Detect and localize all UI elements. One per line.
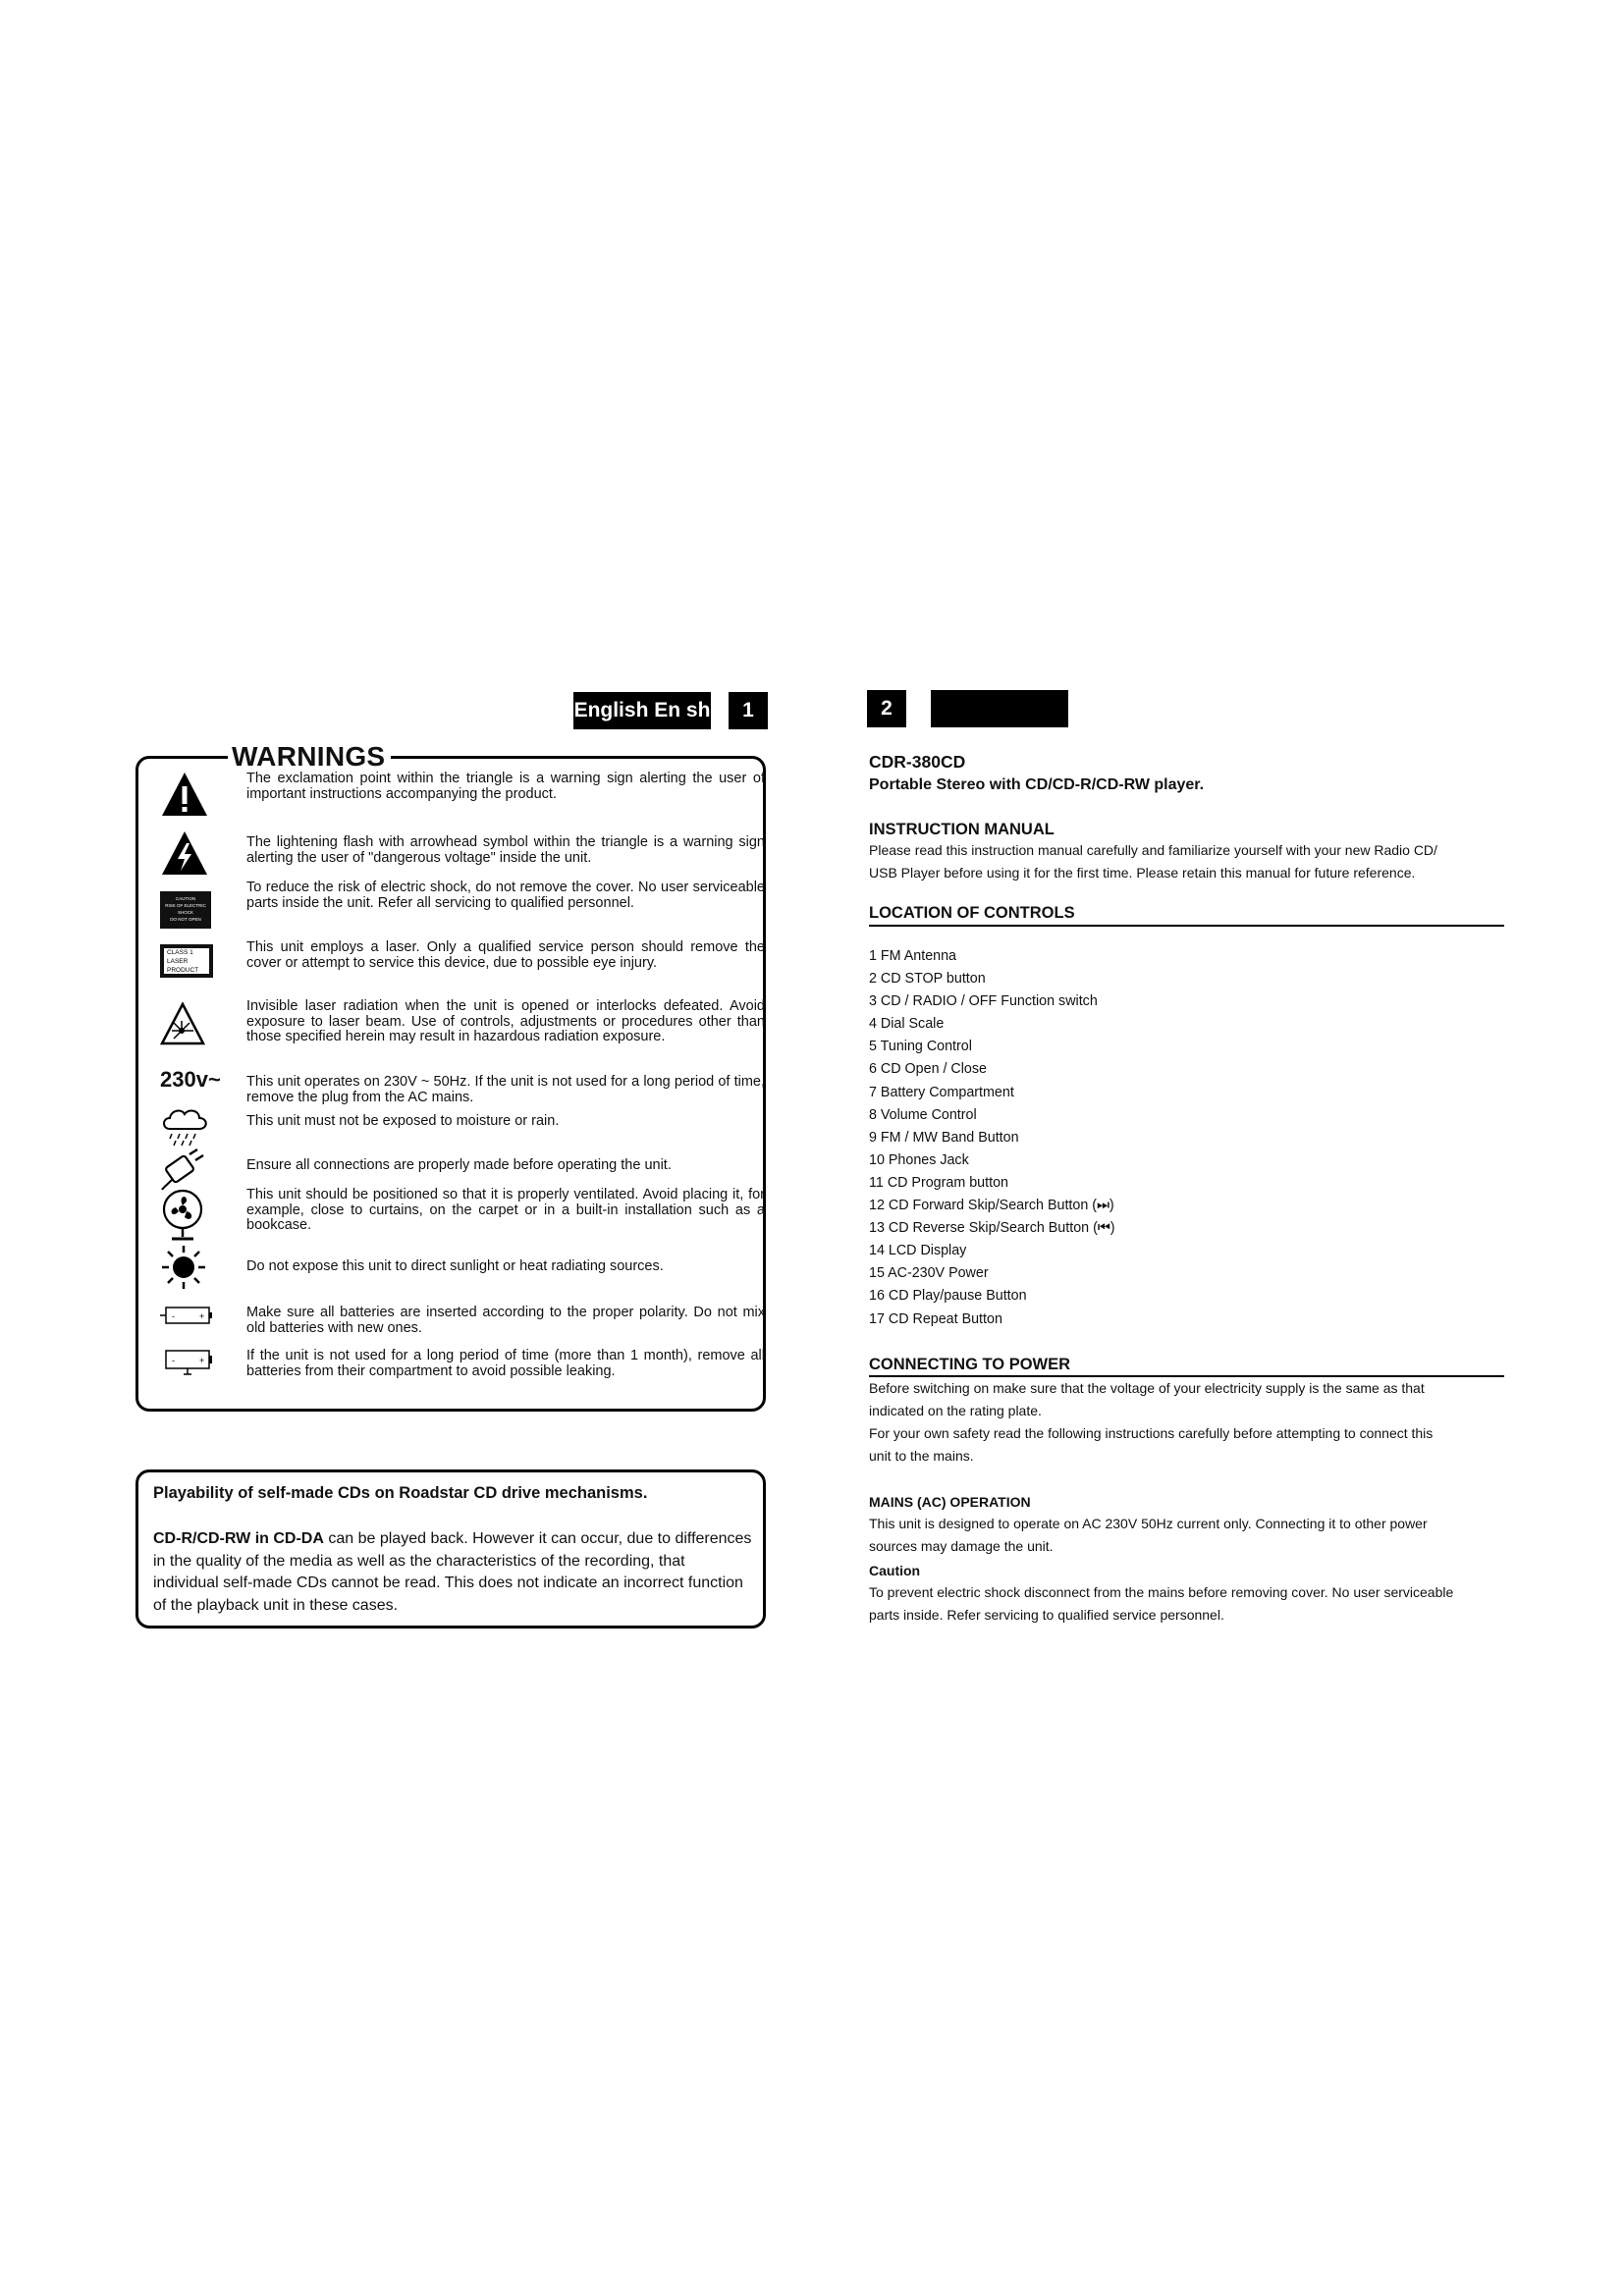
plug-icon — [160, 1147, 209, 1192]
laser-radiation-icon — [160, 1001, 205, 1046]
playability-body — [153, 1528, 754, 1617]
power-heading: CONNECTING TO POWER — [869, 1356, 1071, 1373]
list-item: 1 FM Antenna — [869, 948, 957, 964]
list-item: 14 LCD Display — [869, 1243, 967, 1259]
model-number: CDR-380CD — [869, 752, 966, 772]
power-line-3: For your own safety read the following instructions carefully before attempting to connect this — [869, 1425, 1434, 1441]
voltage-230v-icon: 230v~ — [160, 1067, 221, 1092]
caution-heading: Caution — [869, 1563, 921, 1578]
list-item: 4 Dial Scale — [869, 1016, 945, 1033]
list-item: 15 AC-230V Power — [869, 1265, 989, 1282]
warning-item-1: The exclamation point within the triangle is a warning sign alerting the user of important instructions accompanying the product. — [246, 771, 765, 802]
list-item: 7 Battery Compartment — [869, 1084, 1014, 1100]
svg-text:+: + — [199, 1311, 205, 1321]
warning-item-11: Make sure all batteries are inserted according to the proper polarity. Do not mix old batteries with new ones. — [246, 1305, 765, 1336]
sun-icon — [160, 1244, 207, 1291]
list-item: 6 CD Open / Close — [869, 1061, 987, 1078]
list-item: 13 CD Reverse Skip/Search Button (⏮) — [869, 1220, 1115, 1237]
battery-polarity-icon — [160, 1304, 215, 1327]
warning-item-5: Invisible laser radiation when the unit is opened or interlocks defeated. Avoid exposure to laser beam. Use of controls, adjustments or procedures other than those specified herein may result in hazardous radiation exposure. — [246, 998, 765, 1044]
list-item: 3 CD / RADIO / OFF Function switch — [869, 993, 1098, 1010]
svg-text:-: - — [172, 1311, 175, 1321]
svg-text:+: + — [199, 1356, 205, 1365]
svg-text:-: - — [172, 1356, 175, 1365]
list-item: 12 CD Forward Skip/Search Button (⏭) — [869, 1198, 1114, 1214]
warning-item-12: If the unit is not used for a long period of time (more than 1 month), remove all batteries from their compartment to avoid possible leaking. — [246, 1348, 765, 1379]
list-item: 9 FM / MW Band Button — [869, 1129, 1019, 1146]
list-item: 8 Volume Control — [869, 1106, 977, 1123]
header-bar-right — [931, 690, 1068, 727]
warning-item-10: Do not expose this unit to direct sunlight or heat radiating sources. — [246, 1258, 664, 1274]
power-line-4: unit to the mains. — [869, 1448, 974, 1464]
mains-line-1: This unit is designed to operate on AC 230V 50Hz current only. Connecting it to other power — [869, 1516, 1428, 1531]
exclamation-triangle-icon — [160, 770, 209, 819]
power-line-1: Before switching on make sure that the voltage of your electricity supply is the same as that — [869, 1380, 1425, 1396]
caution-line-2: parts inside. Refer servicing to qualified service personnel. — [869, 1607, 1224, 1623]
location-divider — [869, 925, 1504, 927]
caution-line-1: To prevent electric shock disconnect from the mains before removing cover. No user serviceable — [869, 1584, 1454, 1600]
warning-item-3: To reduce the risk of electric shock, do not remove the cover. No user serviceable parts inside the unit. Refer all servicing to qualified personnel. — [246, 880, 765, 911]
power-line-2: indicated on the rating plate. — [869, 1403, 1042, 1418]
caution-label-icon: CAUTION RISK OF ELECTRIC SHOCK DO NOT OPEN — [160, 891, 211, 929]
page-number-right: 2 — [867, 690, 906, 727]
mains-heading: MAINS (AC) OPERATION — [869, 1494, 1031, 1510]
page-number-left: 1 — [729, 692, 768, 729]
warning-item-9: This unit should be positioned so that it is properly ventilated. Avoid placing it, for example, close to curtains, on the carpet or in a built-in installation such as a bookcase. — [246, 1187, 765, 1233]
playability-title: Playability of self-made CDs on Roadstar CD drive mechanisms. — [153, 1484, 648, 1502]
warnings-title: WARNINGS — [228, 742, 391, 772]
controls-list — [869, 945, 1114, 1331]
ventilation-fan-icon — [160, 1188, 205, 1243]
playability-text: can be played back. However it can occur, due to differences in the quality of the media as well as the characteristics of the recording, that individual self-made CDs cannot be read. This does not indicate an incorrect function of the playback unit in these cases. — [153, 1530, 752, 1614]
list-item: 2 CD STOP button — [869, 971, 986, 988]
language-tab: English En sh — [573, 692, 711, 729]
playability-lead: CD-R/CD-RW in CD-DA — [153, 1530, 324, 1547]
instruction-text-1: Please read this instruction manual carefully and familiarize yourself with your new Radio CD/ — [869, 842, 1437, 858]
warning-item-7: This unit must not be exposed to moisture or rain. — [246, 1113, 560, 1129]
location-heading: LOCATION OF CONTROLS — [869, 904, 1075, 922]
class1-laser-label-icon: CLASS 1 LASER PRODUCT — [160, 944, 213, 978]
lightning-triangle-icon — [160, 829, 209, 877]
warning-item-8: Ensure all connections are properly made before operating the unit. — [246, 1157, 672, 1173]
list-item: 16 CD Play/pause Button — [869, 1288, 1027, 1305]
list-item: 10 Phones Jack — [869, 1151, 969, 1168]
warning-item-2: The lightening flash with arrowhead symbol within the triangle is a warning sign alerting the user of "dangerous voltage" inside the unit. — [246, 834, 765, 866]
list-item: 5 Tuning Control — [869, 1039, 972, 1055]
product-subtitle: Portable Stereo with CD/CD-R/CD-RW player. — [869, 776, 1205, 793]
instruction-heading: INSTRUCTION MANUAL — [869, 821, 1055, 838]
instruction-text-2: USB Player before using it for the first time. Please retain this manual for future reference. — [869, 865, 1416, 881]
list-item: 11 CD Program button — [869, 1174, 1008, 1191]
warning-item-4: This unit employs a laser. Only a qualified service person should remove the cover or attempt to service this device, due to possible eye injury. — [246, 939, 765, 971]
battery-removal-icon — [160, 1347, 215, 1376]
rain-cloud-icon — [160, 1105, 213, 1148]
list-item: 17 CD Repeat Button — [869, 1310, 1002, 1327]
warning-item-6: This unit operates on 230V ~ 50Hz. If the unit is not used for a long period of time, remove the plug from the AC mains. — [246, 1074, 765, 1105]
mains-line-2: sources may damage the unit. — [869, 1538, 1054, 1554]
